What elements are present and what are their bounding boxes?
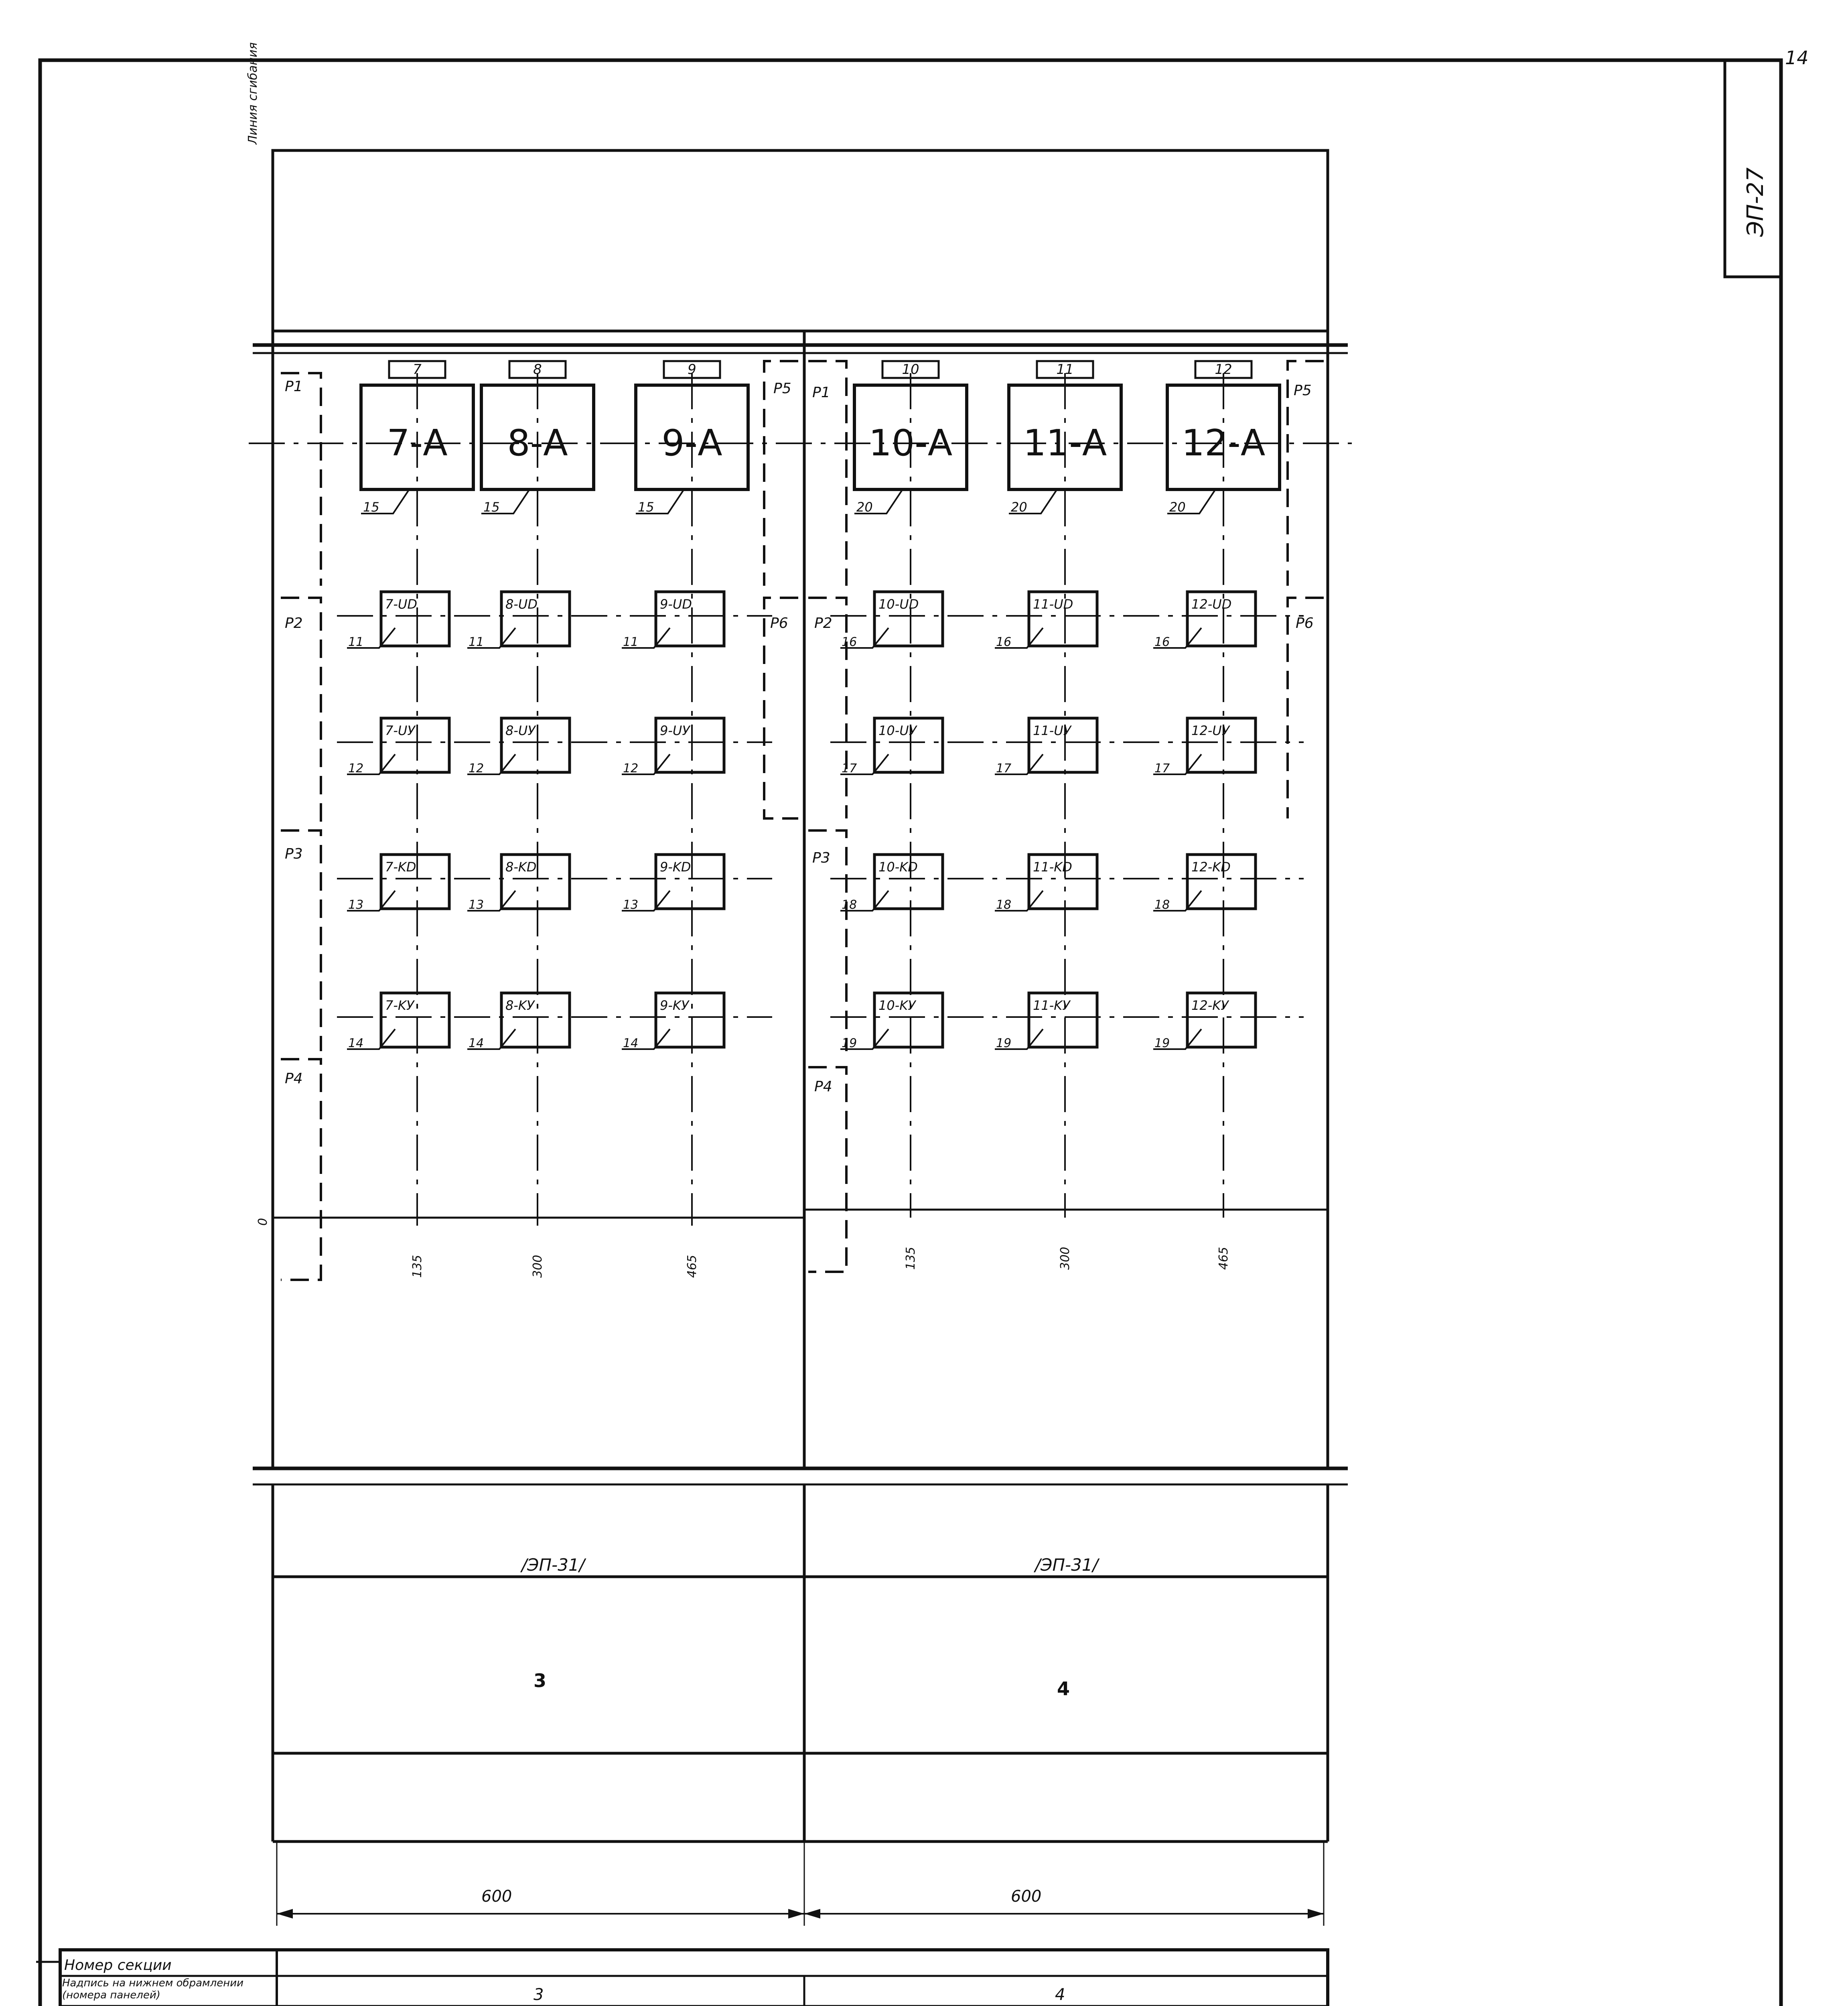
- device-label: 10-KУ: [878, 998, 916, 1013]
- device-label: 9-KD: [660, 859, 691, 875]
- ammeter-tag-number: 10: [902, 361, 919, 378]
- p-label: Р4: [285, 1070, 303, 1087]
- leader-number: 16: [996, 635, 1012, 649]
- p-label: Р6: [770, 615, 788, 631]
- lower-inscription-3: 3: [534, 1986, 544, 2004]
- device-label: 8-KУ: [505, 998, 535, 1013]
- leader-number: 19: [842, 1036, 857, 1050]
- device-label: 7-KУ: [385, 998, 414, 1013]
- device-label: 12-UD: [1191, 597, 1232, 612]
- leader-number: 16: [1154, 635, 1170, 649]
- p-frame: [281, 598, 321, 826]
- p-frame: [281, 1059, 321, 1280]
- panel-lower-blocks: [273, 1484, 1328, 1842]
- p-label: Р3: [285, 846, 303, 862]
- device-label: 11-UD: [1033, 597, 1073, 612]
- panel-width: 600: [481, 1887, 512, 1906]
- leader-number: 15: [363, 499, 379, 515]
- panel-section-4: [808, 361, 1324, 1272]
- device-label: 7-UУ: [385, 723, 415, 738]
- leader-number: 11: [348, 635, 364, 649]
- leader-number: 19: [1154, 1036, 1170, 1050]
- zero-mark: 0: [256, 1218, 270, 1226]
- ammeter-tag-number: 9: [688, 361, 696, 378]
- leader-number: 17: [1154, 761, 1170, 776]
- width-dimension: [277, 1842, 1324, 1926]
- device-label: 7-KD: [385, 859, 416, 875]
- p-label: Р2: [285, 615, 303, 631]
- leader-number: 12: [623, 761, 639, 776]
- doc-code-vertical: ЭП-27: [1743, 167, 1769, 237]
- device-label: 11-KD: [1033, 859, 1072, 875]
- ammeter-label: 11-А: [1023, 422, 1107, 464]
- ammeter-tag-number: 7: [413, 361, 422, 378]
- panel-section-3: [256, 361, 798, 1280]
- panel-section-number: 3: [534, 1670, 547, 1691]
- ammeter-tag-number: 12: [1215, 361, 1232, 378]
- p-label: Р2: [814, 615, 832, 631]
- dimension-label: 465: [1217, 1247, 1231, 1270]
- panel-header-ref: /ЭП-31/: [1035, 1555, 1098, 1575]
- device-label: 12-KD: [1191, 859, 1231, 875]
- spec-row-lower-inscription: Надпись на нижнем обрамлении (номера панелей): [62, 1977, 244, 2001]
- leader-number: 11: [469, 635, 484, 649]
- device-label: 8-UD: [505, 597, 538, 612]
- bottom-break-line: [253, 1468, 1348, 1484]
- dimension-label: 465: [685, 1255, 699, 1278]
- leader-number: 12: [469, 761, 484, 776]
- leader-number: 14: [348, 1036, 364, 1050]
- leader-number: 20: [856, 499, 873, 515]
- leader-number: 20: [1011, 499, 1027, 515]
- leader-number: 17: [842, 761, 857, 776]
- device-label: 12-KУ: [1191, 998, 1229, 1013]
- spec-row-section: Номер секции: [64, 1957, 172, 1974]
- ammeter-tag-number: 8: [533, 361, 542, 378]
- p-frame: [281, 830, 321, 1051]
- leader-number: 15: [638, 499, 654, 515]
- device-label: 8-KD: [505, 859, 537, 875]
- device-label: 8-UУ: [505, 723, 536, 738]
- leader-number: 18: [842, 898, 857, 912]
- dimension-label: 135: [410, 1255, 424, 1278]
- p-label: Р5: [773, 380, 791, 397]
- device-label: 9-UУ: [660, 723, 690, 738]
- device-label: 10-UУ: [878, 723, 917, 738]
- panel-section-number: 4: [1057, 1678, 1070, 1699]
- leader-number: 18: [1154, 898, 1170, 912]
- p-label: Р4: [814, 1078, 832, 1095]
- ammeter-label: 7-А: [387, 422, 448, 464]
- panel-header-ref: /ЭП-31/: [521, 1555, 585, 1575]
- ammeter-tag-number: 11: [1056, 361, 1074, 378]
- top-strip: [273, 150, 1328, 331]
- page-number: 14: [1785, 47, 1809, 69]
- device-label: 10-KD: [878, 859, 918, 875]
- leader-number: 19: [996, 1036, 1012, 1050]
- cut-line-label: Линия сгибания: [246, 42, 260, 144]
- lower-inscription-4: 4: [1055, 1986, 1065, 2004]
- ammeter-label: 9-А: [661, 422, 722, 464]
- dimension-label: 135: [904, 1247, 918, 1270]
- top-break-line: [253, 345, 1348, 353]
- ammeter-label: 10-А: [868, 422, 953, 464]
- leader-number: 15: [483, 499, 500, 515]
- device-label: 10-UD: [878, 597, 919, 612]
- p-label: Р1: [285, 378, 303, 395]
- device-label: 7-UD: [385, 597, 417, 612]
- p-label: Р3: [812, 850, 830, 866]
- p-frame: [281, 373, 321, 586]
- device-label: 9-KУ: [660, 998, 689, 1013]
- leader-number: 14: [469, 1036, 484, 1050]
- device-label: 11-UУ: [1033, 723, 1071, 738]
- dimension-label: 300: [531, 1255, 545, 1278]
- dimension-label: 300: [1058, 1247, 1072, 1270]
- device-label: 9-UD: [660, 597, 692, 612]
- p-frame: [808, 1067, 846, 1272]
- panel-width: 600: [1011, 1887, 1042, 1906]
- leader-number: 13: [623, 898, 639, 912]
- leader-number: 13: [469, 898, 484, 912]
- device-label: 12-UУ: [1191, 723, 1230, 738]
- p-label: Р5: [1294, 382, 1312, 399]
- p-label: Р1: [812, 384, 830, 401]
- leader-number: 18: [996, 898, 1012, 912]
- p-label: Р6: [1296, 615, 1314, 631]
- leader-number: 13: [348, 898, 364, 912]
- ammeter-label: 8-А: [507, 422, 568, 464]
- leader-number: 17: [996, 761, 1012, 776]
- leader-number: 20: [1169, 499, 1186, 515]
- leader-number: 16: [842, 635, 857, 649]
- leader-number: 11: [623, 635, 639, 649]
- device-label: 11-KУ: [1033, 998, 1070, 1013]
- leader-number: 14: [623, 1036, 639, 1050]
- leader-number: 12: [348, 761, 364, 776]
- ammeter-label: 12-А: [1181, 422, 1266, 464]
